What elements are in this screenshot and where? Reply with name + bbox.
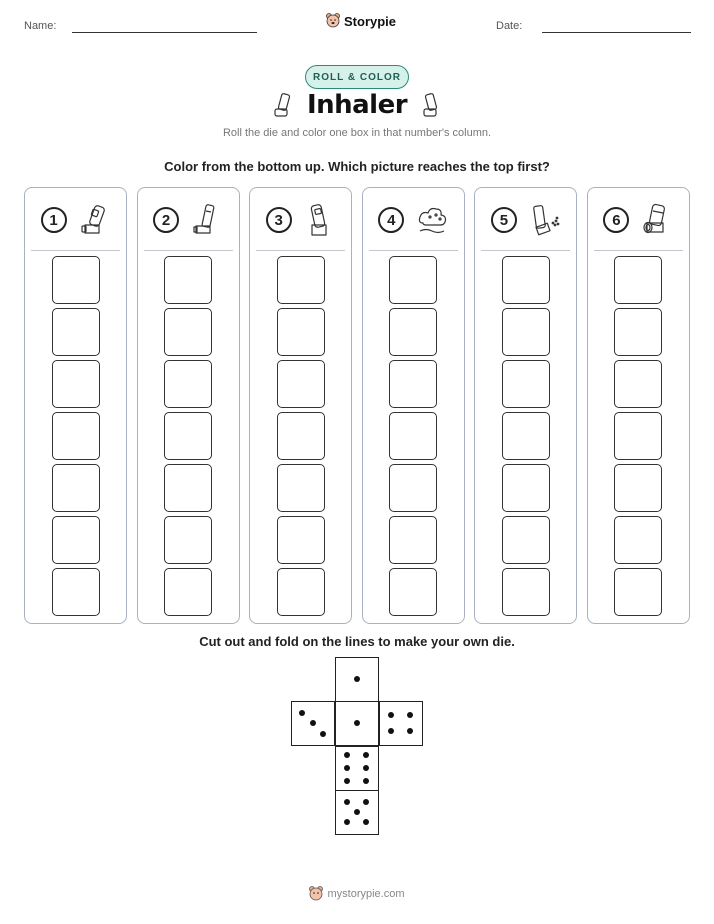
activity-badge: ROLL & COLOR <box>305 65 409 89</box>
die-pip <box>363 765 369 771</box>
brand-name: Storypie <box>344 13 397 29</box>
footer <box>0 886 714 902</box>
die-pip <box>363 778 369 784</box>
die-pip <box>388 712 394 718</box>
column-number: 1 <box>41 207 67 233</box>
column-number: 3 <box>266 207 292 233</box>
die-face-5 <box>335 790 379 835</box>
column-number: 2 <box>153 207 179 233</box>
die-face-1 <box>335 657 379 702</box>
die-pip <box>344 752 350 758</box>
die-pip <box>354 676 360 682</box>
die-pip <box>363 819 369 825</box>
die-pip <box>344 765 350 771</box>
page-title: Inhaler <box>306 90 408 120</box>
date-label: Date: <box>496 20 523 32</box>
footer-url[interactable]: mystorypie.com <box>327 888 405 900</box>
die-pip <box>299 710 305 716</box>
die-pip <box>407 728 413 734</box>
die-pip <box>363 799 369 805</box>
column-number: 4 <box>378 207 404 233</box>
die-pip <box>320 731 326 737</box>
die-pip <box>344 799 350 805</box>
column-number: 5 <box>491 207 517 233</box>
die-face-3 <box>291 701 335 746</box>
die-pip <box>354 809 360 815</box>
column-number: 6 <box>603 207 629 233</box>
die-pip <box>388 728 394 734</box>
bear-icon <box>309 886 323 902</box>
die-face-6 <box>335 746 379 791</box>
die-face-1 <box>335 701 379 746</box>
die-pip <box>344 778 350 784</box>
die-pip <box>407 712 413 718</box>
die-pip <box>344 819 350 825</box>
name-label: Name: <box>24 20 57 32</box>
die-pip <box>363 752 369 758</box>
instruction-text: Color from the bottom up. Which picture reaches the top first? <box>164 159 550 174</box>
die-pip <box>310 720 316 726</box>
die-instruction: Cut out and fold on the lines to make your own die. <box>199 634 515 649</box>
die-face-4 <box>379 701 423 746</box>
page-subtitle: Roll the die and color one box in that number's column. <box>222 127 492 139</box>
die-pip <box>354 720 360 726</box>
